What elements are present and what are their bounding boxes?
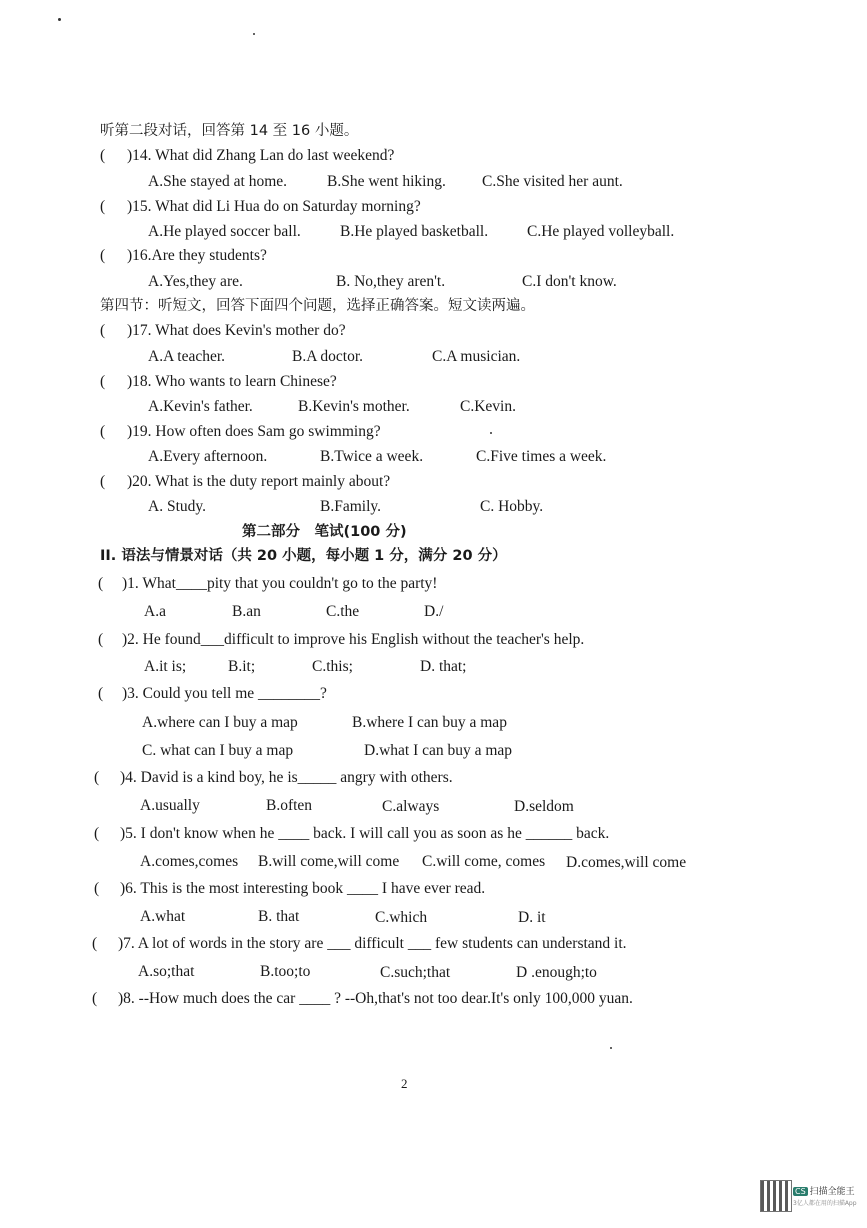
option-a: A.where can I buy a map	[142, 714, 298, 731]
scanner-subtitle: 3亿人都在用的扫描App	[793, 1200, 857, 1207]
option-c: C.which	[375, 909, 428, 926]
grammar-question-3: )3. Could you tell me ________?	[122, 685, 327, 702]
answer-blank: (	[100, 373, 106, 390]
option-a: A.She stayed at home.	[148, 173, 288, 190]
option-b: B.too;to	[260, 963, 311, 980]
option-c: C.the	[326, 603, 360, 620]
option-d: D.what I can buy a map	[364, 742, 513, 759]
option-b: B.where I can buy a map	[352, 714, 507, 731]
option-c: C.always	[382, 798, 440, 815]
scan-speck	[610, 1047, 612, 1049]
option-b: B.Twice a week.	[320, 448, 424, 465]
answer-blank: (	[94, 825, 100, 842]
option-b: B. No,they aren't.	[336, 273, 446, 290]
grammar-question-2: )2. He found___difficult to improve his English without the teacher's help.	[122, 631, 585, 648]
option-a: A.A teacher.	[148, 348, 226, 365]
option-c: C.A musician.	[432, 348, 521, 365]
option-b: B.often	[266, 797, 313, 814]
section-intro: 听第二段对话，回答第 14 至 16 小题。	[100, 123, 359, 139]
question-15: )15. What did Li Hua do on Saturday morning?	[127, 198, 421, 215]
grammar-question-5: )5. I don't know when he ____ back. I will call you as soon as he ______ back.	[120, 825, 610, 842]
option-b: B.He played basketball.	[340, 223, 489, 240]
option-a: A.usually	[140, 797, 200, 814]
qr-code-icon	[760, 1180, 792, 1212]
option-a: A.He played soccer ball.	[148, 223, 301, 240]
question-19: )19. How often does Sam go swimming?	[127, 423, 381, 440]
question-16: )16.Are they students?	[127, 247, 267, 264]
option-b: B.it;	[228, 658, 256, 675]
scanner-logo-badge: CS	[795, 1187, 806, 1196]
option-a: A.so;that	[138, 963, 195, 980]
answer-blank: (	[92, 935, 98, 952]
answer-blank: (	[100, 473, 106, 490]
option-d: D.comes,will come	[566, 854, 687, 871]
option-a: A.Every afternoon.	[148, 448, 268, 465]
answer-blank: (	[98, 575, 104, 592]
option-c: C.Five times a week.	[476, 448, 607, 465]
scan-speck	[490, 432, 492, 434]
answer-blank: (	[94, 769, 100, 786]
option-c: C.Kevin.	[460, 398, 516, 415]
option-c: C.She visited her aunt.	[482, 173, 623, 190]
option-d: D./	[424, 603, 444, 620]
option-a: A.Kevin's father.	[148, 398, 253, 415]
option-a: A.it is;	[144, 658, 187, 675]
answer-blank: (	[92, 990, 98, 1007]
option-c: C.such;that	[380, 964, 451, 981]
option-a: A.Yes,they are.	[148, 273, 243, 290]
answer-blank: (	[100, 247, 106, 264]
option-b: B.Kevin's mother.	[298, 398, 410, 415]
option-d: D. it	[518, 909, 546, 926]
grammar-question-4: )4. David is a kind boy, he is_____ angry with others.	[120, 769, 453, 786]
section-heading: 第四节：听短文，回答下面四个问题，选择正确答案。短文读两遍。	[100, 298, 535, 314]
option-a: A.comes,comes	[140, 853, 239, 870]
option-a: A. Study.	[148, 498, 206, 515]
part-title: 第二部分 笔试(100 分)	[242, 524, 407, 540]
option-c: C.I don't know.	[522, 273, 617, 290]
answer-blank: (	[100, 423, 106, 440]
answer-blank: (	[100, 198, 106, 215]
question-17: )17. What does Kevin's mother do?	[127, 322, 346, 339]
option-b: B.She went hiking.	[327, 173, 446, 190]
question-18: )18. Who wants to learn Chinese?	[127, 373, 337, 390]
question-14: )14. What did Zhang Lan do last weekend?	[127, 147, 395, 164]
option-b: B.will come,will come	[258, 853, 400, 870]
scanner-name: 扫描全能王	[809, 1187, 855, 1197]
option-c: C.this;	[312, 658, 353, 675]
scanner-watermark	[793, 1184, 855, 1197]
page-number: 2	[401, 1076, 408, 1091]
question-20: )20. What is the duty report mainly about?	[127, 473, 391, 490]
answer-blank: (	[98, 685, 104, 702]
option-d: D .enough;to	[516, 964, 597, 981]
option-b: B.an	[232, 603, 261, 620]
option-c: C.will come, comes	[422, 853, 546, 870]
grammar-question-7: )7. A lot of words in the story are ___ difficult ___ few students can understand it.	[118, 935, 627, 952]
answer-blank: (	[98, 631, 104, 648]
option-a: A.a	[144, 603, 166, 620]
scan-speck	[253, 33, 255, 35]
grammar-question-6: )6. This is the most interesting book ____ I have ever read.	[120, 880, 486, 897]
section-heading: II. 语法与情景对话（共 20 小题，每小题 1 分，满分 20 分）	[100, 548, 507, 564]
option-c: C. what can I buy a map	[142, 742, 294, 759]
grammar-question-8: )8. --How much does the car ____ ? --Oh,that's not too dear.It's only 100,000 yuan.	[118, 990, 633, 1007]
option-b: B.A doctor.	[292, 348, 364, 365]
option-c: C.He played volleyball.	[527, 223, 675, 240]
answer-blank: (	[94, 880, 100, 897]
option-c: C. Hobby.	[480, 498, 544, 515]
option-d: D.seldom	[514, 798, 574, 815]
option-a: A.what	[140, 908, 186, 925]
option-d: D. that;	[420, 658, 467, 675]
option-b: B.Family.	[320, 498, 382, 515]
answer-blank: (	[100, 322, 106, 339]
grammar-question-1: )1. What____pity that you couldn't go to the party!	[122, 575, 438, 592]
option-b: B. that	[258, 908, 300, 925]
scan-speck	[58, 18, 61, 21]
answer-blank: (	[100, 147, 106, 164]
